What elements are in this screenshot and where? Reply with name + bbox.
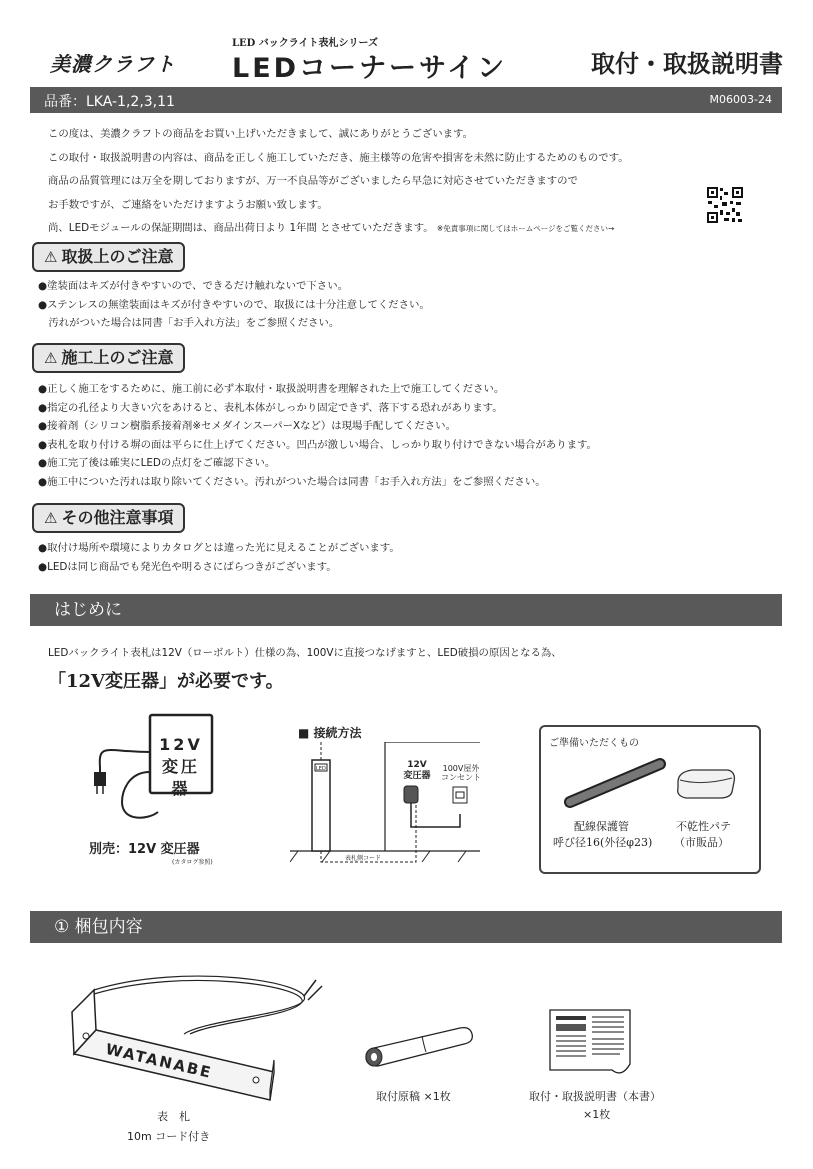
pipe-name: 配線保護管: [574, 820, 629, 833]
connection-title: ■ 接続方法: [298, 726, 362, 740]
intro-line: この度は、美濃クラフトの商品をお買い上げいただきまして、誠にありがとうございます。: [48, 128, 473, 140]
prepare-title: ご準備いただくもの: [549, 738, 639, 749]
transformer-box-label: 12V 変圧器: [159, 735, 203, 798]
disclaimer-note: ※免責事項に関してはホームページをご覧ください→: [436, 224, 615, 233]
product-title: LEDコーナーサイン: [232, 53, 508, 84]
list-item: ●取付け場所や環境によりカタログとは違った光に見えることがございます。: [38, 542, 400, 554]
outlet-label: 100V屋外 コンセント: [441, 764, 481, 782]
list-item: ●ステンレスの無塗装面はキズが付きやすいので、取扱には十分注意してください。: [38, 298, 430, 311]
list-item: ●接着剤（シリコン樹脂系接着剤※セメダインスーパーXなど）は現場手配してください。: [38, 420, 456, 432]
series-label: LED バックライト表札シリーズ: [232, 38, 379, 49]
other-caution-heading: ⚠ その他注意事項: [32, 503, 185, 533]
pipe-spec: 呼び径16(外径φ23): [553, 836, 653, 849]
document-code: M06003-24: [709, 93, 772, 106]
manual-qty: ×1枚: [583, 1108, 611, 1121]
intro-section-header: はじめに: [30, 594, 782, 626]
list-item: ●指定の孔径より大きい穴をあけると、表札本体がしっかり固定できず、落下する恐れがあります。: [38, 401, 503, 414]
handling-list: [38, 277, 430, 333]
cord-label: 表札側コード: [345, 855, 382, 862]
putty-note: （市販品）: [674, 836, 729, 849]
intro-section-emphasis: 「12V変圧器」が必要です。: [48, 671, 284, 692]
nameplate-label: 表 札: [157, 1110, 190, 1123]
list-item: 汚れがついた場合は同書「お手入れ方法」をご参照ください。: [38, 317, 340, 329]
warning-icon: ⚠: [44, 349, 58, 367]
construction-list: [38, 380, 597, 491]
putty-icon: [672, 764, 740, 804]
list-item: ●施工完了後は確実にLEDの点灯をご確認下さい。: [38, 457, 276, 469]
nameplate-text: WATANABE: [103, 1040, 215, 1083]
transformer-caption: 別売：12V 変圧器: [89, 842, 200, 857]
intro-text: [48, 123, 629, 241]
led-label: LED: [316, 766, 326, 772]
putty-name: 不乾性パテ: [676, 820, 731, 833]
product-number: 品番：LKA-1,2,3,11: [44, 94, 175, 110]
product-bar: [30, 87, 782, 113]
intro-section-note: LEDバックライト表札は12V（ローボルト）仕様の為、100Vに直接つなげますと、LED破損の原因となる為、: [48, 647, 562, 659]
list-item: ●表札を取り付ける塀の面は平らに仕上げてください。凹凸が激しい場合、しっかり取り付けできない場合があります。: [38, 438, 597, 451]
intro-line: 尚、LEDモジュールの保証期間は、商品出荷日より 1年間 とさせていただきます。 ※免責事項に関してはホームページをご覧ください→: [48, 222, 615, 234]
intro-line: この取付・取扱説明書の内容は、商品を正しく施工していただき、施主様等の危害や損害を未然に防止するためのものです。: [48, 151, 629, 164]
list-item: ●施工中についた汚れは取り除いてください。汚れがついた場合は同書「お手入れ方法」をご参照ください。: [38, 475, 546, 488]
template-roll-illustration: [362, 1022, 474, 1072]
connection-transformer-label: 12V 変圧器: [403, 760, 431, 781]
manual-label: 取付・取扱説明書（本書）: [529, 1090, 661, 1103]
list-item: ●塗装面はキズが付きやすいので、できるだけ触れないで下さい。: [38, 280, 348, 292]
package-section-header: ① 梱包内容: [30, 911, 782, 943]
warning-icon: ⚠: [44, 509, 58, 527]
nameplate-sub: 10m コード付き: [127, 1130, 211, 1143]
intro-line: お手数ですが、ご連絡をいただけますようお願い致します。: [48, 198, 328, 211]
document-title: 取付・取扱説明書: [591, 50, 783, 78]
brand-logo: 美濃クラフト: [50, 52, 176, 76]
warning-icon: ⚠: [44, 248, 58, 266]
qr-code[interactable]: [706, 186, 744, 224]
connection-diagram: [290, 742, 480, 868]
transformer-sub: (カタログ参照): [172, 859, 213, 866]
template-label: 取付原稿 ×1枚: [376, 1090, 451, 1103]
intro-line: 商品の品質管理には万全を期しておりますが、万一不良品等がございましたら早急に対応させていただきますので: [48, 175, 578, 187]
handling-caution-heading: ⚠ 取扱上のご注意: [32, 242, 185, 272]
list-item: ●LEDは同じ商品でも発光色や明るさにばらつきがございます。: [38, 560, 337, 573]
list-item: ●正しく施工をするために、施工前に必ず本取付・取扱説明書を理解された上で施工してください。: [38, 383, 505, 395]
conduit-pipe-icon: [564, 756, 669, 812]
other-list: [38, 539, 400, 576]
construction-caution-heading: ⚠ 施工上のご注意: [32, 343, 185, 373]
nameplate-illustration: [64, 972, 334, 1112]
manual-illustration: [548, 1008, 632, 1080]
